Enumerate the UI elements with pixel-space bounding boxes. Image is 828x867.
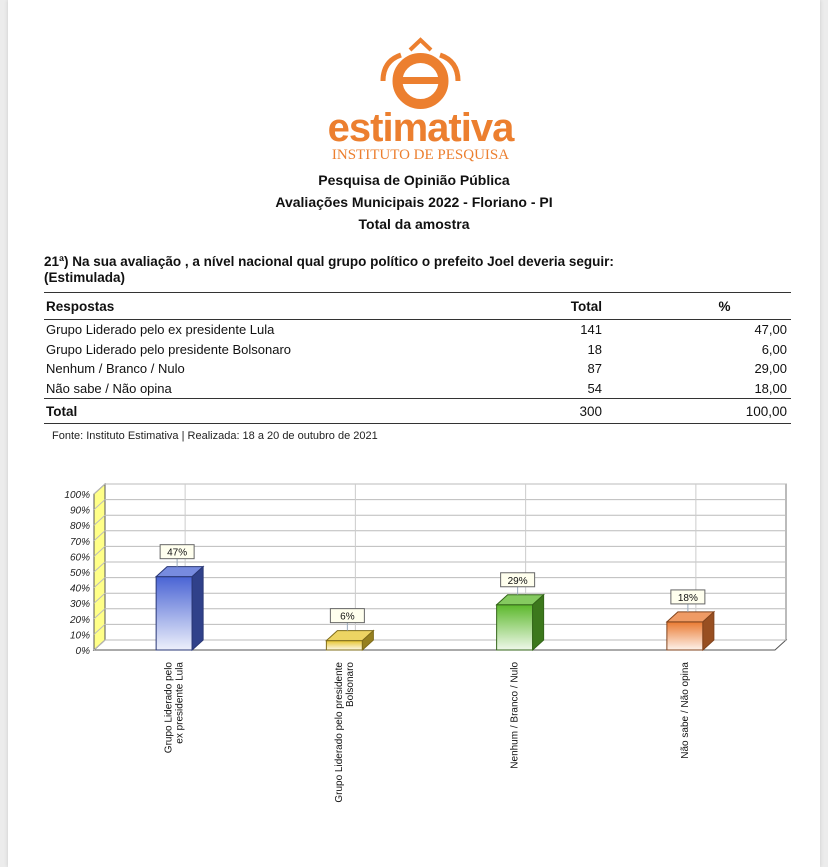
table-row: [44, 359, 791, 379]
bar-side: [533, 595, 544, 650]
bar: [667, 622, 703, 650]
x-category-label: Bolsonaro: [344, 662, 356, 708]
bar-side: [192, 567, 203, 650]
y-tick-label: 80%: [69, 521, 90, 533]
row-percent: 47,00: [754, 322, 787, 338]
data-label: 47%: [167, 547, 188, 559]
row-label: Grupo Liderado pelo presidente Bolsonaro: [46, 341, 292, 357]
row-total: 87: [587, 361, 602, 377]
row-percent: 29,00: [754, 361, 787, 377]
total-count: 300: [482, 399, 602, 424]
x-category-label: Grupo Liderado pelo presidente: [333, 662, 345, 803]
source-note: Fonte: Instituto Estimativa | Realizada: 18 a 20 de outubro de 2021: [52, 430, 378, 442]
y-tick-label: 70%: [69, 536, 90, 548]
row-percent: 18,00: [754, 380, 787, 396]
table-row: [44, 320, 791, 340]
x-category-label: Nenhum / Branco / Nulo: [509, 662, 521, 769]
y-tick-label: 30%: [69, 599, 90, 611]
question-qualifier: (Estimulada): [44, 270, 126, 285]
table-total-row: [44, 399, 791, 424]
column-header-percent: %: [602, 293, 791, 320]
row-label: Grupo Liderado pelo ex presidente Lula: [46, 322, 275, 338]
column-header-respostas: Respostas: [44, 293, 482, 320]
x-category-label: ex presidente Lula: [174, 662, 186, 744]
y-tick-label: 100%: [64, 490, 90, 501]
row-total: 18: [587, 341, 602, 357]
row-label: Nenhum / Branco / Nulo: [46, 361, 185, 377]
results-table: [44, 292, 791, 424]
report-title: Pesquisa de Opinião Pública: [318, 172, 510, 188]
report-subtitle: Avaliações Municipais 2022 - Floriano - PI: [275, 194, 553, 210]
y-tick-label: 10%: [69, 630, 90, 642]
bar: [156, 577, 192, 650]
y-tick-label: 60%: [69, 552, 90, 564]
total-label: Total: [44, 399, 482, 424]
logo-wordmark: estimativa: [327, 106, 514, 150]
row-label: Não sabe / Não opina: [46, 380, 172, 396]
question-line: 21ª) Na sua avaliação , a nível nacional qual grupo político o prefeito Joel deveria seguir:: [44, 254, 614, 269]
bar: [326, 641, 362, 650]
y-tick-label: 90%: [69, 505, 90, 517]
data-label: 29%: [507, 575, 528, 587]
row-total: 54: [587, 380, 602, 396]
sample-label: Total da amostra: [358, 216, 470, 232]
question-text: [44, 254, 744, 286]
total-percent: 100,00: [602, 399, 791, 424]
row-total: 141: [580, 322, 602, 338]
x-category-label: Grupo Liderado pelo: [163, 662, 175, 754]
bar-chart: [8, 470, 820, 850]
report-page: [8, 0, 820, 867]
y-tick-label: 50%: [69, 568, 90, 579]
row-percent: 6,00: [761, 341, 787, 357]
logo-emblem-icon: [313, 36, 528, 111]
logo-subtitle: INSTITUTO DE PESQUISA: [331, 147, 510, 163]
estimativa-logo: [313, 36, 528, 168]
y-tick-label: 40%: [69, 583, 90, 595]
table-header-row: [44, 293, 791, 320]
y-tick-label: 20%: [69, 614, 90, 626]
bar: [497, 605, 533, 650]
table-row: [44, 340, 791, 360]
y-tick-label: 0%: [75, 646, 90, 657]
column-header-total: Total: [482, 293, 602, 320]
data-label: 18%: [677, 592, 698, 604]
table-row: [44, 379, 791, 399]
data-label: 6%: [340, 611, 355, 623]
x-category-label: Não sabe / Não opina: [679, 662, 691, 759]
